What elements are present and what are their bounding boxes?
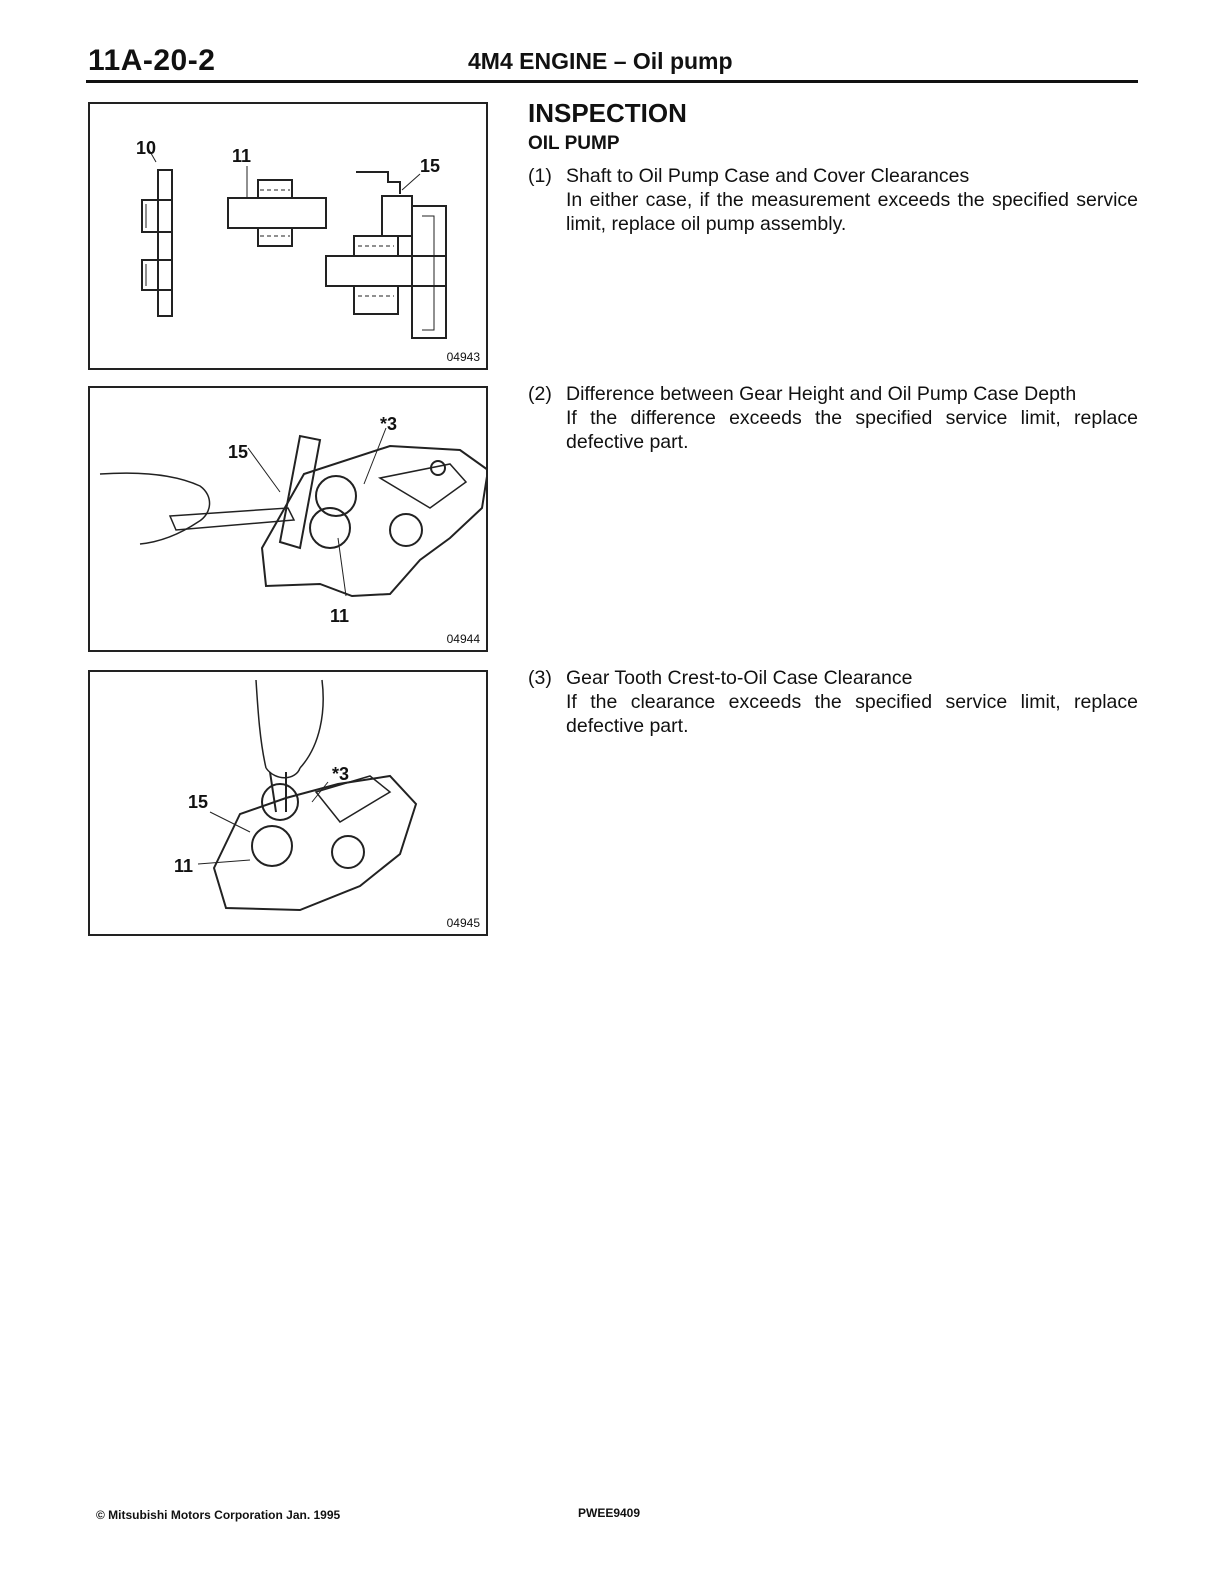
- figure-id: 04943: [446, 350, 480, 364]
- step-3: [528, 666, 1138, 738]
- step-description: In either case, if the measurement exceeds the specified service limit, replace oil pump assembly.: [566, 189, 1138, 235]
- figure-04943: [88, 102, 488, 370]
- figure-04944: [88, 386, 488, 652]
- step-number: (2): [528, 383, 552, 405]
- section-title: 4M4 ENGINE – Oil pump: [468, 48, 733, 74]
- step-1: [528, 164, 1138, 236]
- callout-11: 11: [232, 146, 252, 166]
- figure-04945: [88, 670, 488, 936]
- step-description: If the clearance exceeds the specified service limit, replace defective part.: [566, 691, 1138, 737]
- step-title: Difference between Gear Height and Oil Pump Case Depth: [566, 383, 1077, 405]
- step-2: [528, 382, 1138, 454]
- figure-id: 04945: [446, 916, 480, 930]
- callout-star3: *3: [332, 764, 350, 784]
- callout-11: 11: [174, 856, 194, 876]
- footer-copyright: © Mitsubishi Motors Corporation Jan. 1995: [96, 1508, 341, 1522]
- gear-height-measurement-illustration: [90, 388, 488, 652]
- shaft-gear-diagram: [90, 104, 488, 370]
- step-number: (1): [528, 165, 552, 187]
- figure-id: 04944: [446, 632, 480, 646]
- callout-star3: *3: [380, 414, 398, 434]
- inspection-heading: INSPECTION: [528, 98, 687, 128]
- footer-code: PWEE9409: [578, 1506, 641, 1520]
- step-title: Gear Tooth Crest-to-Oil Case Clearance: [566, 667, 913, 689]
- step-number: (3): [528, 667, 552, 689]
- step-title: Shaft to Oil Pump Case and Cover Clearances: [566, 165, 970, 187]
- gear-tooth-clearance-illustration: [90, 672, 488, 936]
- callout-15: 15: [188, 792, 209, 812]
- callout-15: 15: [228, 442, 249, 462]
- callout-11: 11: [330, 606, 350, 626]
- header-rule: [86, 80, 1138, 83]
- step-description: If the difference exceeds the specified service limit, replace defective part.: [566, 407, 1138, 453]
- page-number: 11A-20-2: [88, 44, 216, 77]
- callout-15: 15: [420, 156, 441, 176]
- callout-10: 10: [136, 138, 157, 158]
- oil-pump-subheading: OIL PUMP: [528, 133, 620, 154]
